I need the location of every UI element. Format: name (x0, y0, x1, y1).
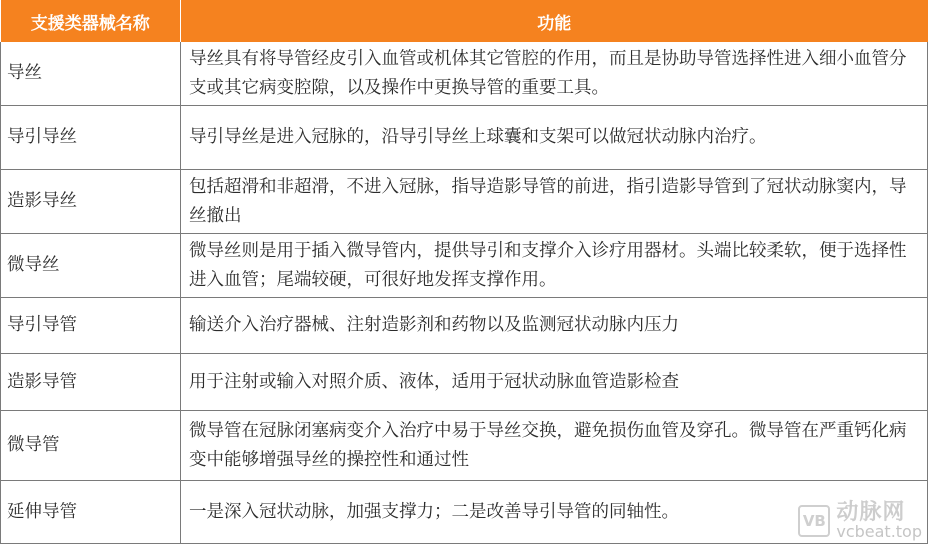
device-name-cell: 导引导丝 (1, 106, 181, 170)
device-name-cell: 延伸导管 (1, 481, 181, 544)
table-row (1, 298, 928, 354)
table-row (1, 481, 928, 544)
device-name-cell: 造影导丝 (1, 170, 181, 234)
function-cell: 包括超滑和非超滑，不进入冠脉，指导造影导管的前进，指引造影导管到了冠状动脉窦内，导丝撤出 (181, 170, 928, 234)
table-row (1, 42, 928, 106)
function-cell: 输送介入治疗器械、注射造影剂和药物以及监测冠状动脉内压力 (181, 298, 928, 354)
watermark-en: vcbeat.top (836, 522, 922, 541)
watermark-logo-icon: VB (798, 505, 830, 537)
table-row (1, 106, 928, 170)
device-name-cell: 导引导管 (1, 298, 181, 354)
device-name-cell: 微导管 (1, 410, 181, 480)
table-row (1, 234, 928, 298)
header-row (1, 0, 928, 42)
watermark-cn: 动脉网 (836, 500, 906, 525)
header-function: 功能 (181, 0, 928, 42)
function-cell: 一是深入冠状动脉，加强支撑力；二是改善导引导管的同轴性。 (181, 481, 928, 544)
function-cell: 导丝具有将导管经皮引入血管或机体其它管腔的作用，而且是协助导管选择性进入细小血管分支或其它病变腔隙，以及操作中更换导管的重要工具。 (181, 42, 928, 106)
device-name-cell: 微导丝 (1, 234, 181, 298)
function-cell: 微导丝则是用于插入微导管内，提供导引和支撑介入诊疗用器材。头端比较柔软，便于选择性进入血管；尾端较硬，可很好地发挥支撑作用。 (181, 234, 928, 298)
table-row (1, 354, 928, 411)
header-device-name: 支援类器械名称 (1, 0, 181, 42)
function-cell: 微导管在冠脉闭塞病变介入治疗中易于导丝交换，避免损伤血管及穿孔。微导管在严重钙化病变中能够增强导丝的操控性和通过性 (181, 410, 928, 480)
watermark-text (836, 502, 922, 540)
function-cell: 用于注射或输入对照介质、液体，适用于冠状动脉血管造影检查 (181, 354, 928, 411)
table-row (1, 170, 928, 234)
function-cell: 导引导丝是进入冠脉的，沿导引导丝上球囊和支架可以做冠状动脉内治疗。 (181, 106, 928, 170)
device-name-cell: 造影导管 (1, 354, 181, 411)
table-row (1, 410, 928, 480)
device-name-cell: 导丝 (1, 42, 181, 106)
watermark (798, 502, 922, 540)
